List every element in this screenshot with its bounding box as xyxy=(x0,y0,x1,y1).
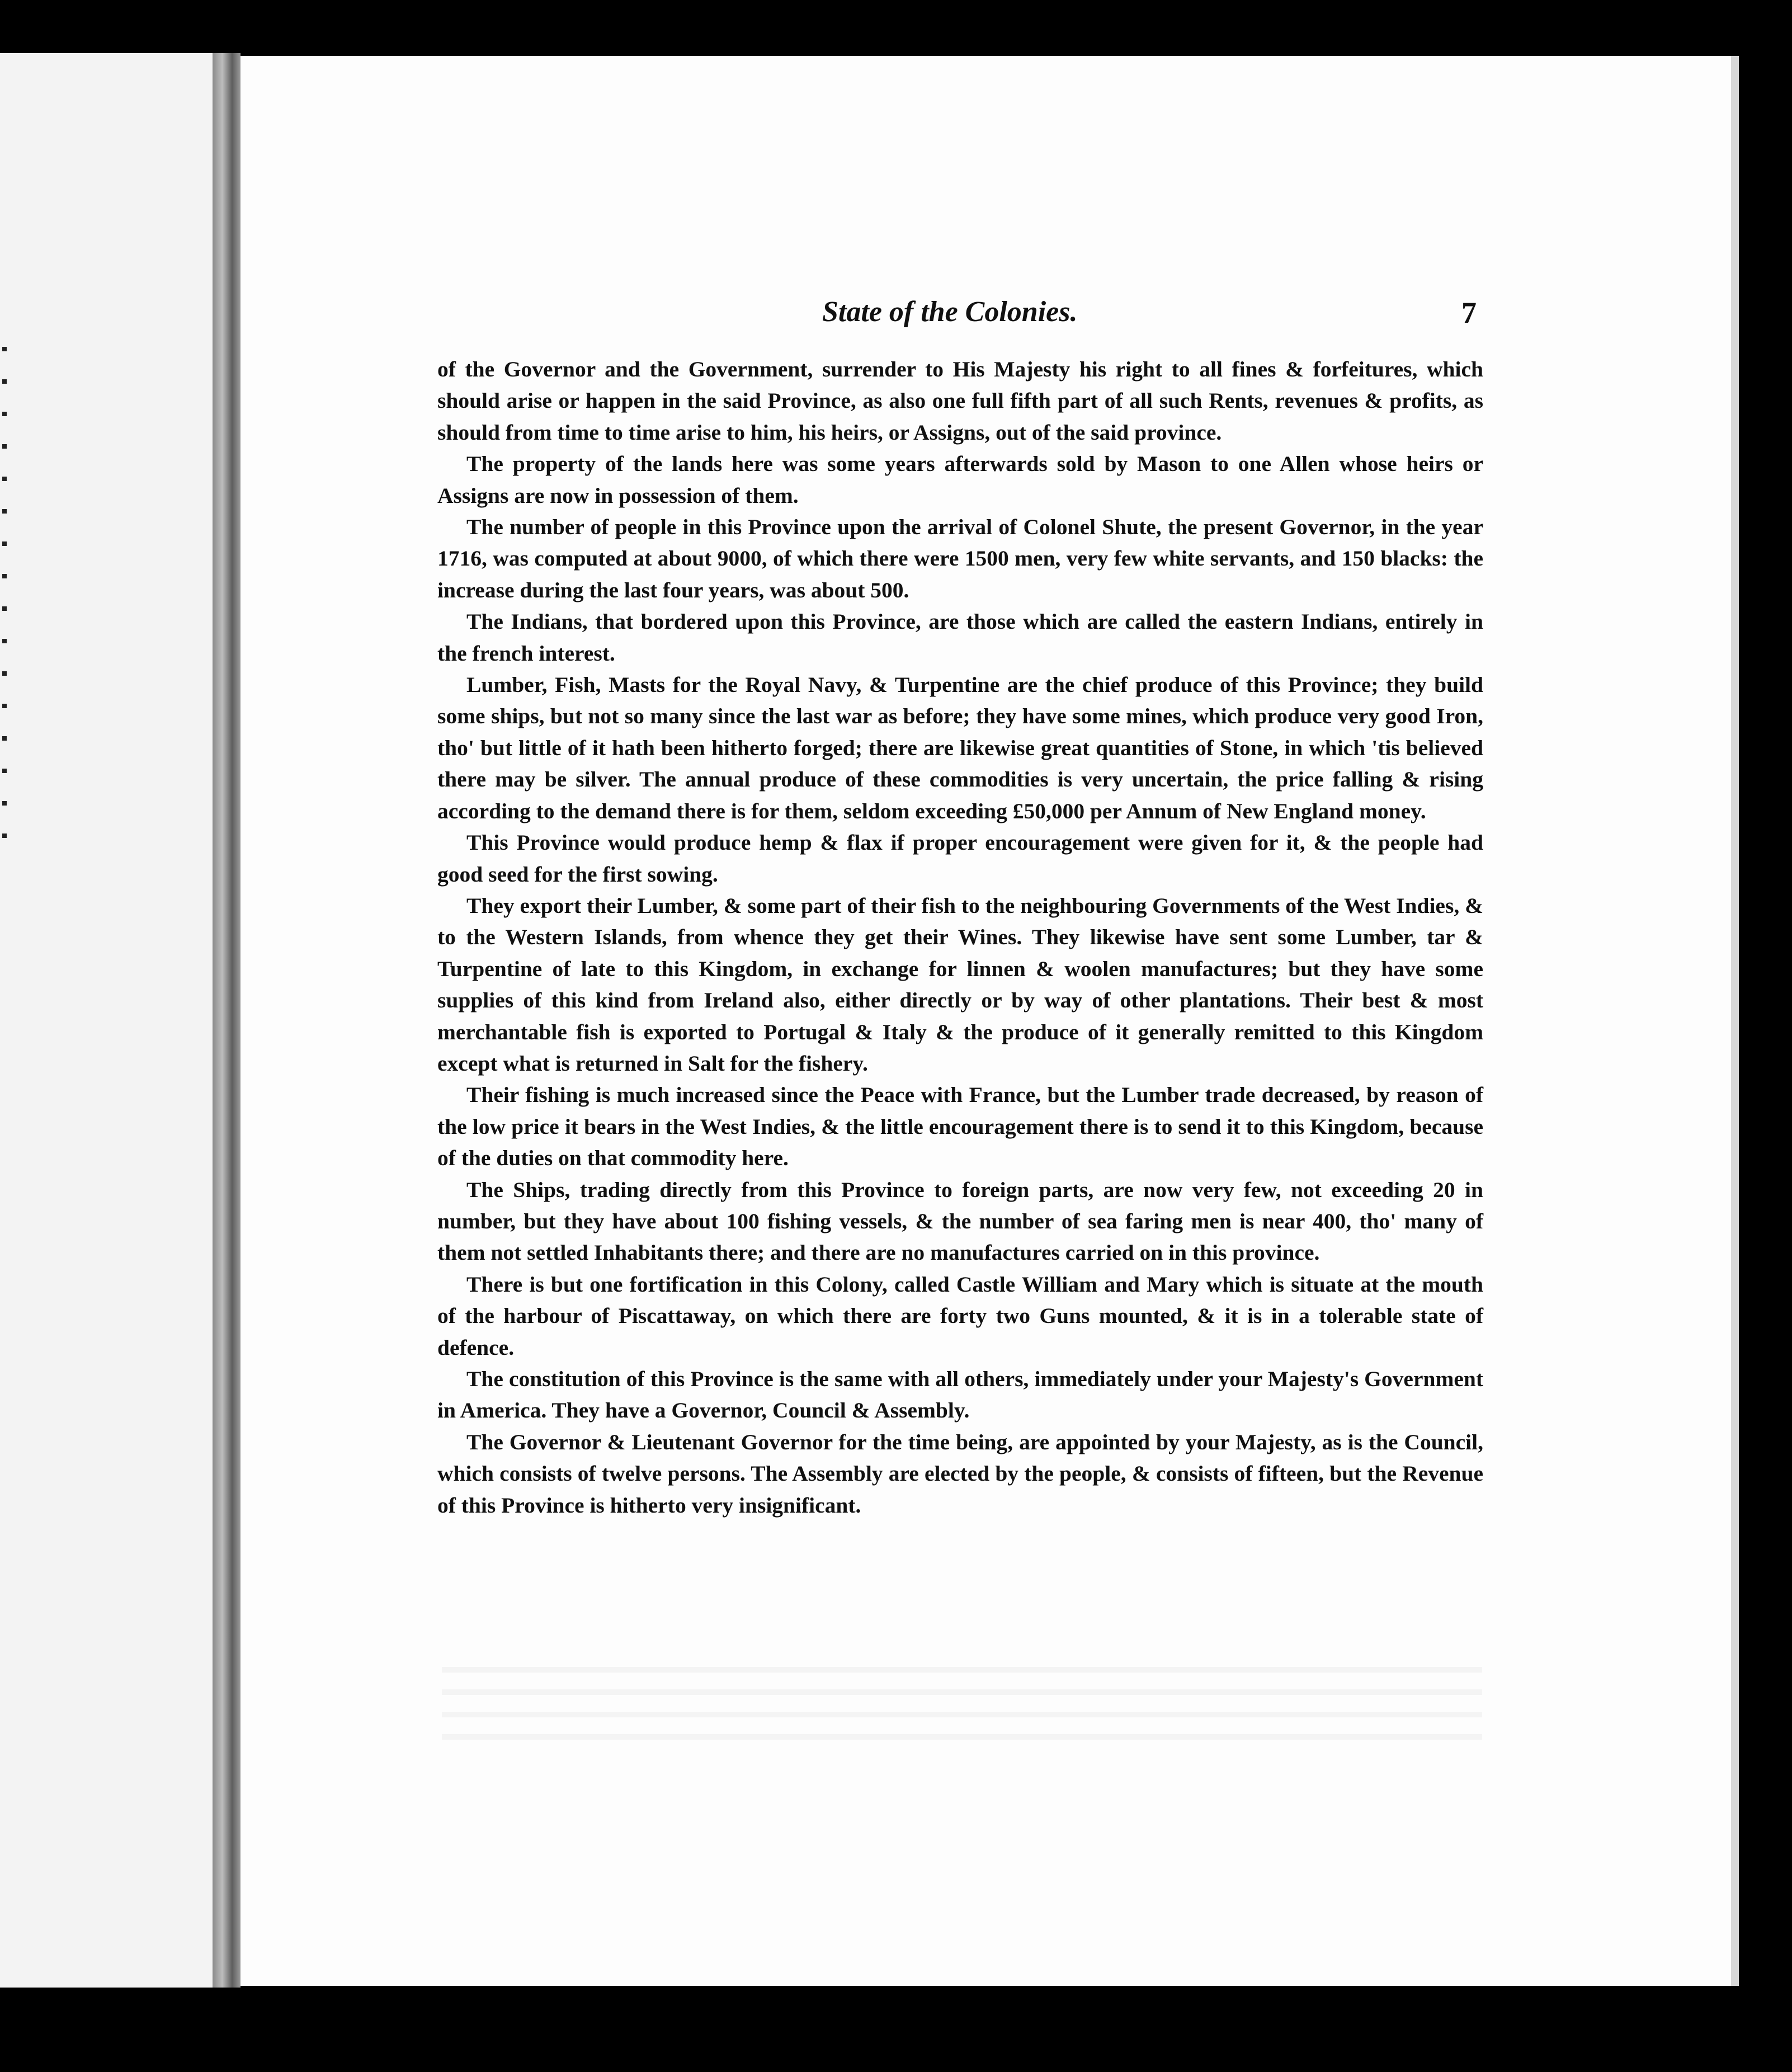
paragraph: The constitution of this Province is the same with all others, immediately under your Majesty's Government in America. They have a Governor, Council & Assembly. xyxy=(437,1367,1483,1423)
page-number: 7 xyxy=(1461,296,1477,329)
paragraph: The Governor & Lieutenant Governor for the time being, are appointed by your Majesty, as is the Council, which consists of twelve persons. The Assembly are elected by the people, & consists of fifteen, but the Revenue of this Province is hitherto very insignificant. xyxy=(437,1429,1483,1518)
facing-page-edge xyxy=(0,53,213,1988)
book-gutter xyxy=(213,53,240,1988)
body-text xyxy=(437,354,1483,1521)
paragraph: There is but one fortification in this Colony, called Castle William and Mary which is situate at the mouth of the harbour of Piscattaway, on which there are forty two Guns mounted, & it is in a tolerable state of defence. xyxy=(437,1272,1483,1360)
paragraph: The Indians, that bordered upon this Province, are those which are called the eastern Indians, entirely in the french interest. xyxy=(437,609,1483,666)
paragraph: They export their Lumber, & some part of their fish to the neighbouring Governments of the West Indies, & to the Western Islands, from whence they get their Wines. They likewise have sent some Lumber, tar & Turpentine of late to this Kingdom, in exchange for linnen & woolen manufactures; but they have some supplies of this kind from Ireland also, either directly or by way of other plantations. Their best & most merchantable fish is exported to Portugal & Italy & the produce of it generally remitted to this Kingdom except what is returned in Salt for the fishery. xyxy=(437,893,1483,1076)
paragraph: The number of people in this Province upon the arrival of Colonel Shute, the present Governor, in the year 1716, was computed at about 9000, of which there were 1500 men, very few white servants, and 150 blacks: the increase during the last four years, was about 500. xyxy=(437,515,1483,602)
bleed-through-text xyxy=(442,1667,1482,1757)
page-header xyxy=(822,295,1477,340)
paragraph: This Province would produce hemp & flax if proper encouragement were given for it, & the people had good seed for the first sowing. xyxy=(437,830,1483,887)
paragraph: The property of the lands here was some years afterwards sold by Mason to one Allen whose heirs or Assigns are now in possession of them. xyxy=(437,451,1483,508)
paragraph: Lumber, Fish, Masts for the Royal Navy, & Turpentine are the chief produce of this Province; they build some ships, but not so many since the last war as before; they have some mines, which produce very good Iron, tho' but little of it hath been hitherto forged; there are likewise great quantities of Stone, in which 'tis believed there may be silver. The annual produce of these commodities is very uncertain, the price falling & rising according to the demand there is for them, seldom exceeding £50,000 per Annum of New England money. xyxy=(437,672,1483,823)
facing-page-text-marks xyxy=(2,347,7,850)
page-edge xyxy=(1731,56,1739,1986)
paragraph: of the Governor and the Government, surrender to His Majesty his right to all fines & forfeitures, which should arise or happen in the said Province, as also one full fifth part of all such Rents, revenues & profits, as should from time to time arise to him, his heirs, or Assigns, out of the said province. xyxy=(437,357,1483,445)
paragraph: Their fishing is much increased since the Peace with France, but the Lumber trade decreased, by reason of the low price it bears in the West Indies, & the little encouragement there is to send it to this Kingdom, because of the duties on that commodity here. xyxy=(437,1082,1483,1171)
running-head: State of the Colonies. xyxy=(822,296,1078,328)
paragraph: The Ships, trading directly from this Province to foreign parts, are now very few, not exceeding 20 in number, but they have about 100 fishing vessels, & the number of sea faring men is near 400, tho' many of them not settled Inhabitants there; and there are no manufactures carried on in this province. xyxy=(437,1177,1483,1265)
